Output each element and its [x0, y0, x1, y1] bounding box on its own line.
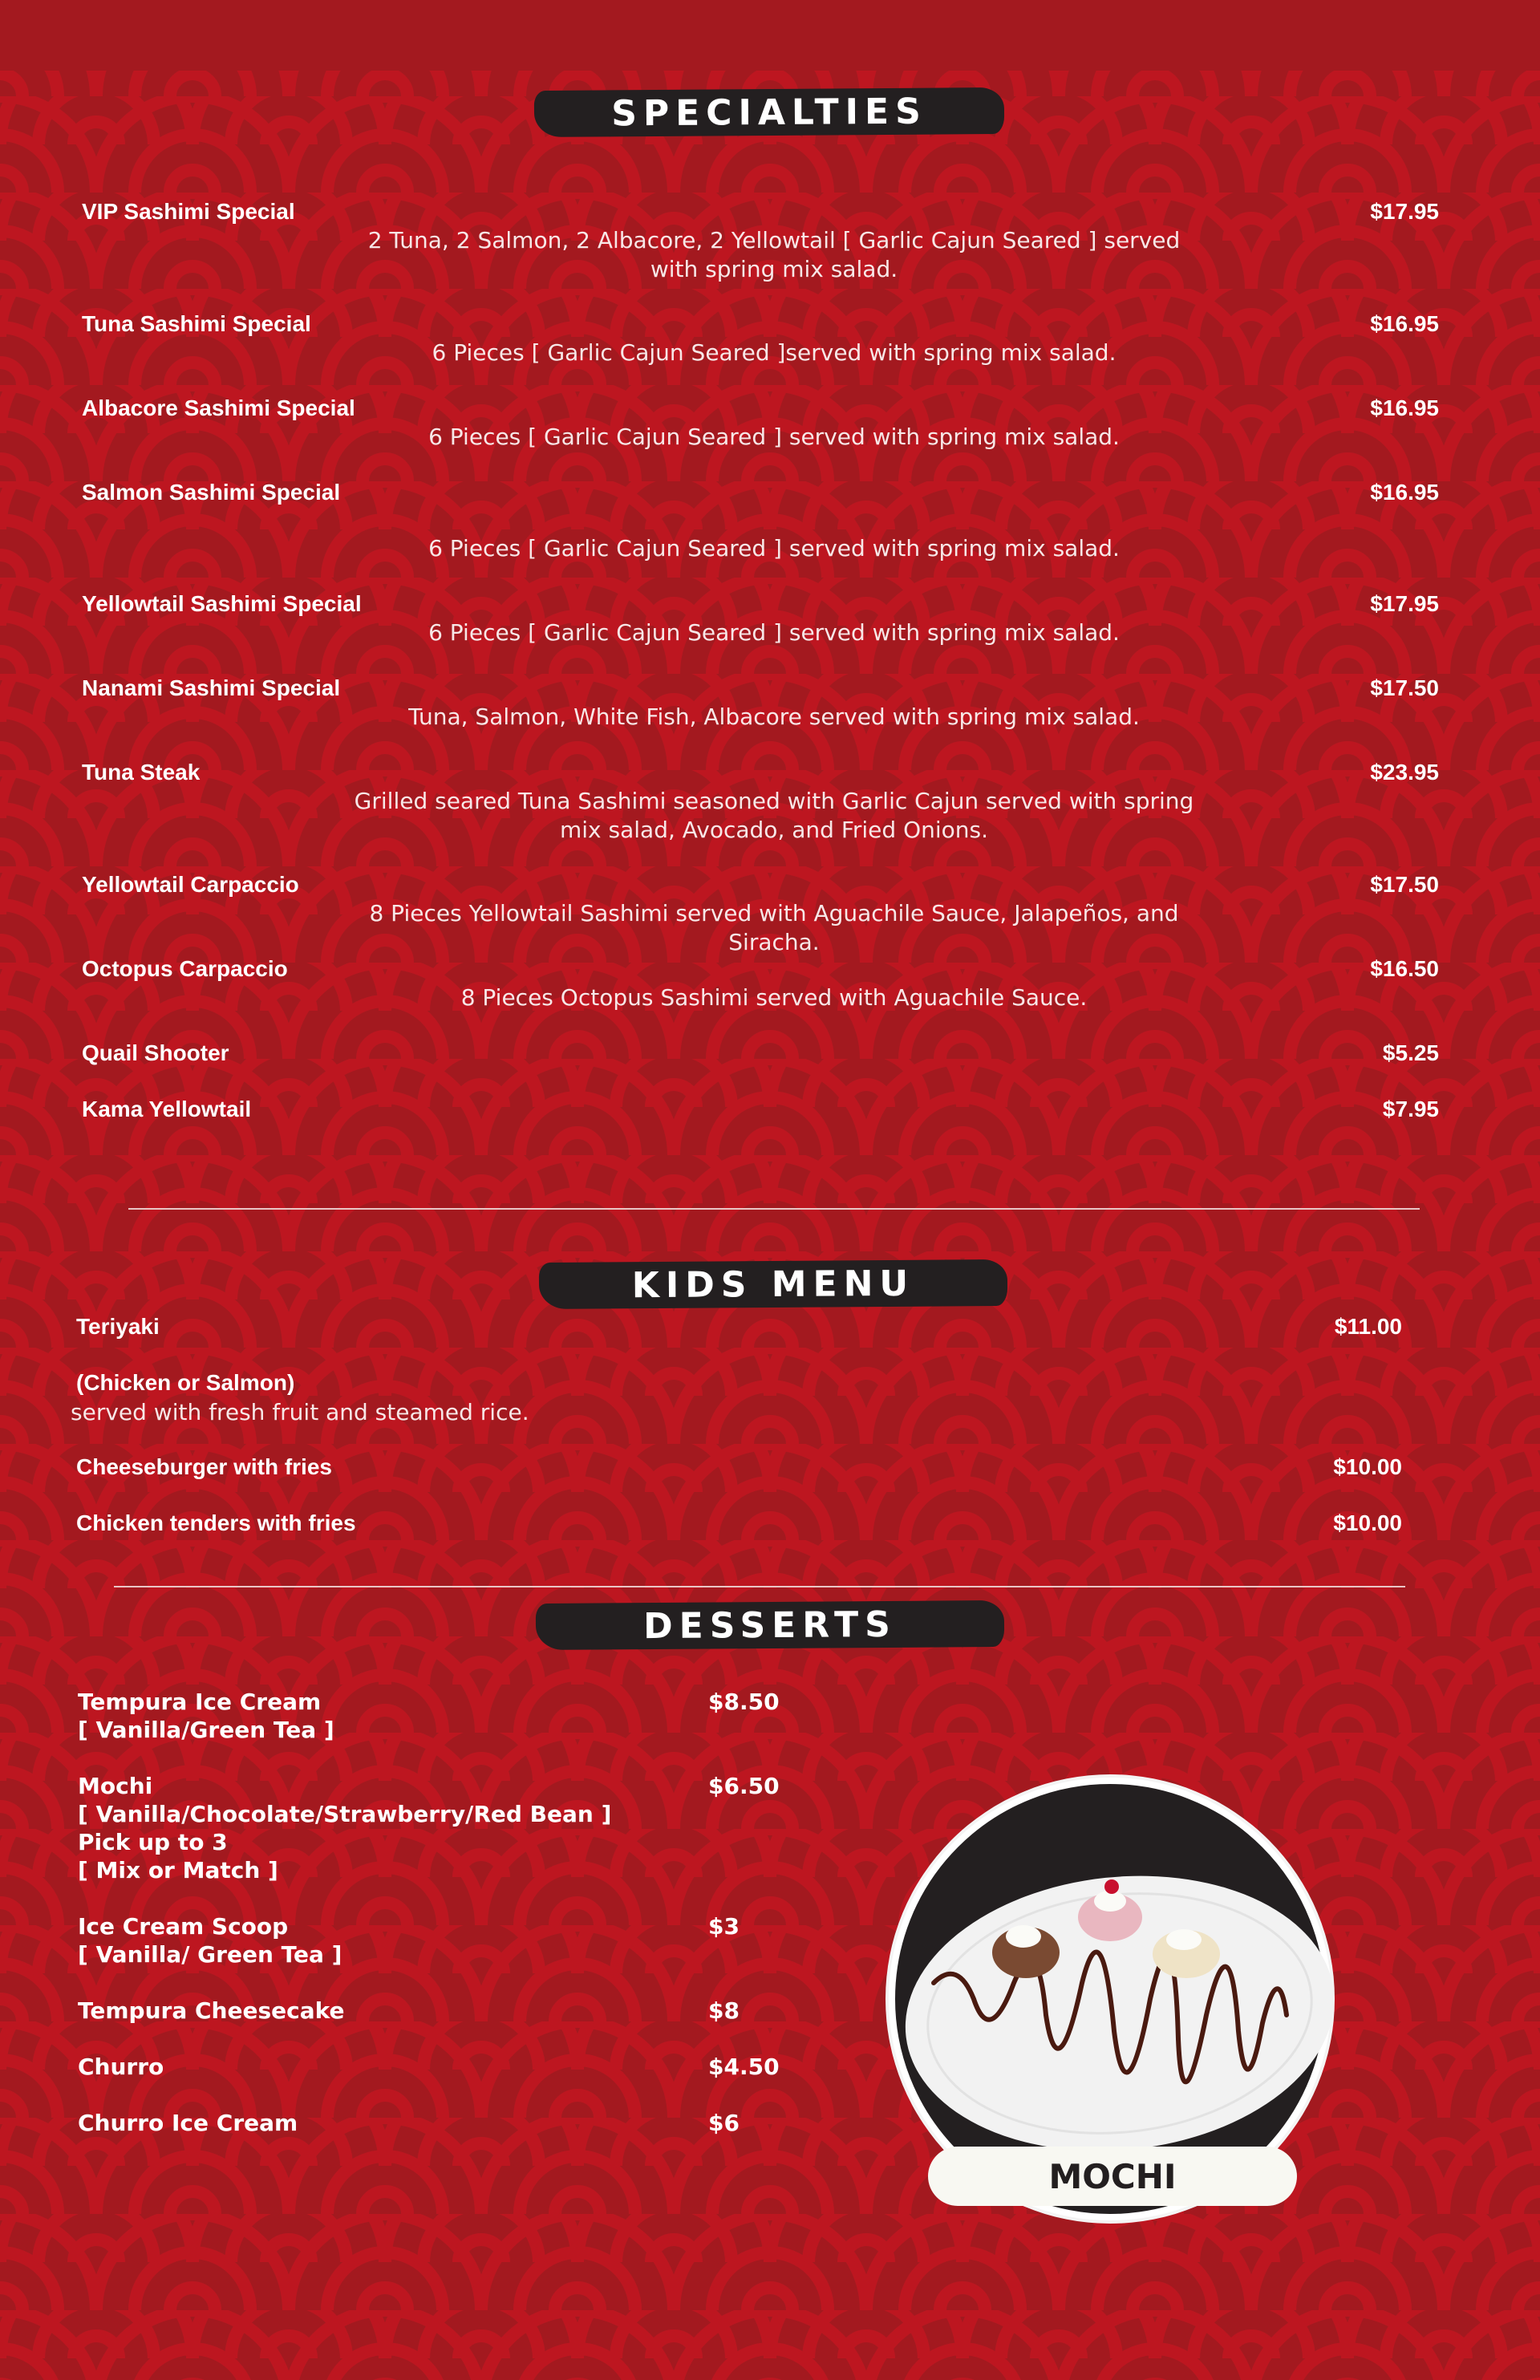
dessert-option: [ Mix or Match ]: [78, 1857, 278, 1883]
dessert-name: Mochi: [78, 1773, 153, 1799]
specialty-price: $16.95: [1370, 395, 1439, 420]
specialty-name: Nanami Sashimi Special: [82, 675, 341, 700]
specialty-description: 8 Pieces Octopus Sashimi served with Aguachile Sauce.: [460, 984, 1088, 1011]
desserts-title: DESSERTS: [642, 1604, 898, 1647]
specialty-description: Grilled seared Tuna Sashimi seasoned with Garlic Cajun served with spring mix salad, Avocado, and Fried Onions.: [354, 788, 1194, 843]
specialty-name: VIP Sashimi Special: [82, 199, 295, 224]
specialty-description: 6 Pieces [ Garlic Cajun Seared ] served with spring mix salad.: [428, 619, 1120, 646]
specialties-banner: [534, 87, 1004, 137]
desserts-banner: [536, 1600, 1004, 1650]
kids-item-price: $10.00: [1333, 1454, 1402, 1479]
specialty-description: 2 Tuna, 2 Salmon, 2 Albacore, 2 Yellowtail [ Garlic Cajun Seared ] served with spring mix salad.: [367, 227, 1181, 282]
specialty-description: 6 Pieces [ Garlic Cajun Seared ] served with spring mix salad.: [428, 424, 1120, 450]
specialty-name: Salmon Sashimi Special: [82, 480, 341, 505]
dessert-name: Tempura Ice Cream: [78, 1689, 322, 1715]
specialty-price: $17.95: [1370, 591, 1439, 616]
dessert-price: $8.50: [708, 1689, 780, 1715]
kids-item-note: (Chicken or Salmon): [76, 1370, 295, 1395]
specialty-price: $16.95: [1370, 480, 1439, 505]
divider: [114, 1586, 1405, 1587]
specialty-name: Tuna Sashimi Special: [82, 311, 311, 336]
kids-item-name: Cheeseburger with fries: [76, 1454, 332, 1479]
kids-menu-title: KIDS MENU: [631, 1263, 915, 1306]
specialty-description: 6 Pieces [ Garlic Cajun Seared ]served with spring mix salad.: [432, 339, 1116, 366]
specialty-name: Yellowtail Sashimi Special: [82, 591, 362, 616]
specialty-price: $16.50: [1370, 956, 1439, 981]
dessert-price: $4.50: [708, 2054, 780, 2080]
divider: [128, 1208, 1420, 1210]
specialty-price: $17.95: [1370, 199, 1439, 224]
kids-item-name: Teriyaki: [76, 1314, 160, 1339]
specialty-price: $5.25: [1382, 1040, 1439, 1065]
kids-item-price: $11.00: [1334, 1314, 1402, 1339]
specialty-price: $17.50: [1370, 675, 1439, 700]
specialty-description: 6 Pieces [ Garlic Cajun Seared ] served with spring mix salad.: [428, 535, 1120, 562]
dessert-option: [ Vanilla/Chocolate/Strawberry/Red Bean ]: [78, 1801, 612, 1827]
dessert-price: $6.50: [708, 1773, 780, 1799]
specialty-description: Tuna, Salmon, White Fish, Albacore served with spring mix salad.: [408, 703, 1140, 730]
dessert-price: $6: [708, 2110, 740, 2136]
dessert-name: Churro: [78, 2054, 164, 2080]
kids-menu-banner: [539, 1259, 1007, 1309]
specialty-name: Albacore Sashimi Special: [82, 395, 355, 420]
dessert-option: Pick up to 3: [78, 1829, 228, 1855]
dessert-name: Ice Cream Scoop: [78, 1913, 289, 1940]
dessert-option: [ Vanilla/ Green Tea ]: [78, 1941, 342, 1968]
specialty-price: $7.95: [1382, 1097, 1439, 1121]
specialties-title: SPECIALTIES: [611, 91, 927, 134]
mochi-photo-label: MOCHI: [928, 2147, 1297, 2206]
specialty-name: Kama Yellowtail: [82, 1097, 252, 1121]
specialty-price: $17.50: [1370, 872, 1439, 897]
specialty-name: Tuna Steak: [82, 760, 201, 785]
specialty-description: 8 Pieces Yellowtail Sashimi served with Aguachile Sauce, Jalapeños, and Siracha.: [369, 900, 1179, 955]
kids-item-price: $10.00: [1333, 1510, 1402, 1535]
specialty-name: Yellowtail Carpaccio: [82, 872, 299, 897]
dessert-option: [ Vanilla/Green Tea ]: [78, 1717, 334, 1743]
dessert-name: Tempura Cheesecake: [78, 1997, 345, 2024]
specialty-name: Quail Shooter: [82, 1040, 229, 1065]
dessert-name: Churro Ice Cream: [78, 2110, 298, 2136]
specialty-name: Octopus Carpaccio: [82, 956, 288, 981]
kids-item-name: Chicken tenders with fries: [76, 1510, 356, 1535]
kids-item-description: served with fresh fruit and steamed rice.: [71, 1399, 529, 1425]
dessert-price: $3: [708, 1913, 740, 1940]
specialty-price: $23.95: [1370, 760, 1439, 785]
dessert-price: $8: [708, 1997, 740, 2024]
specialty-price: $16.95: [1370, 311, 1439, 336]
